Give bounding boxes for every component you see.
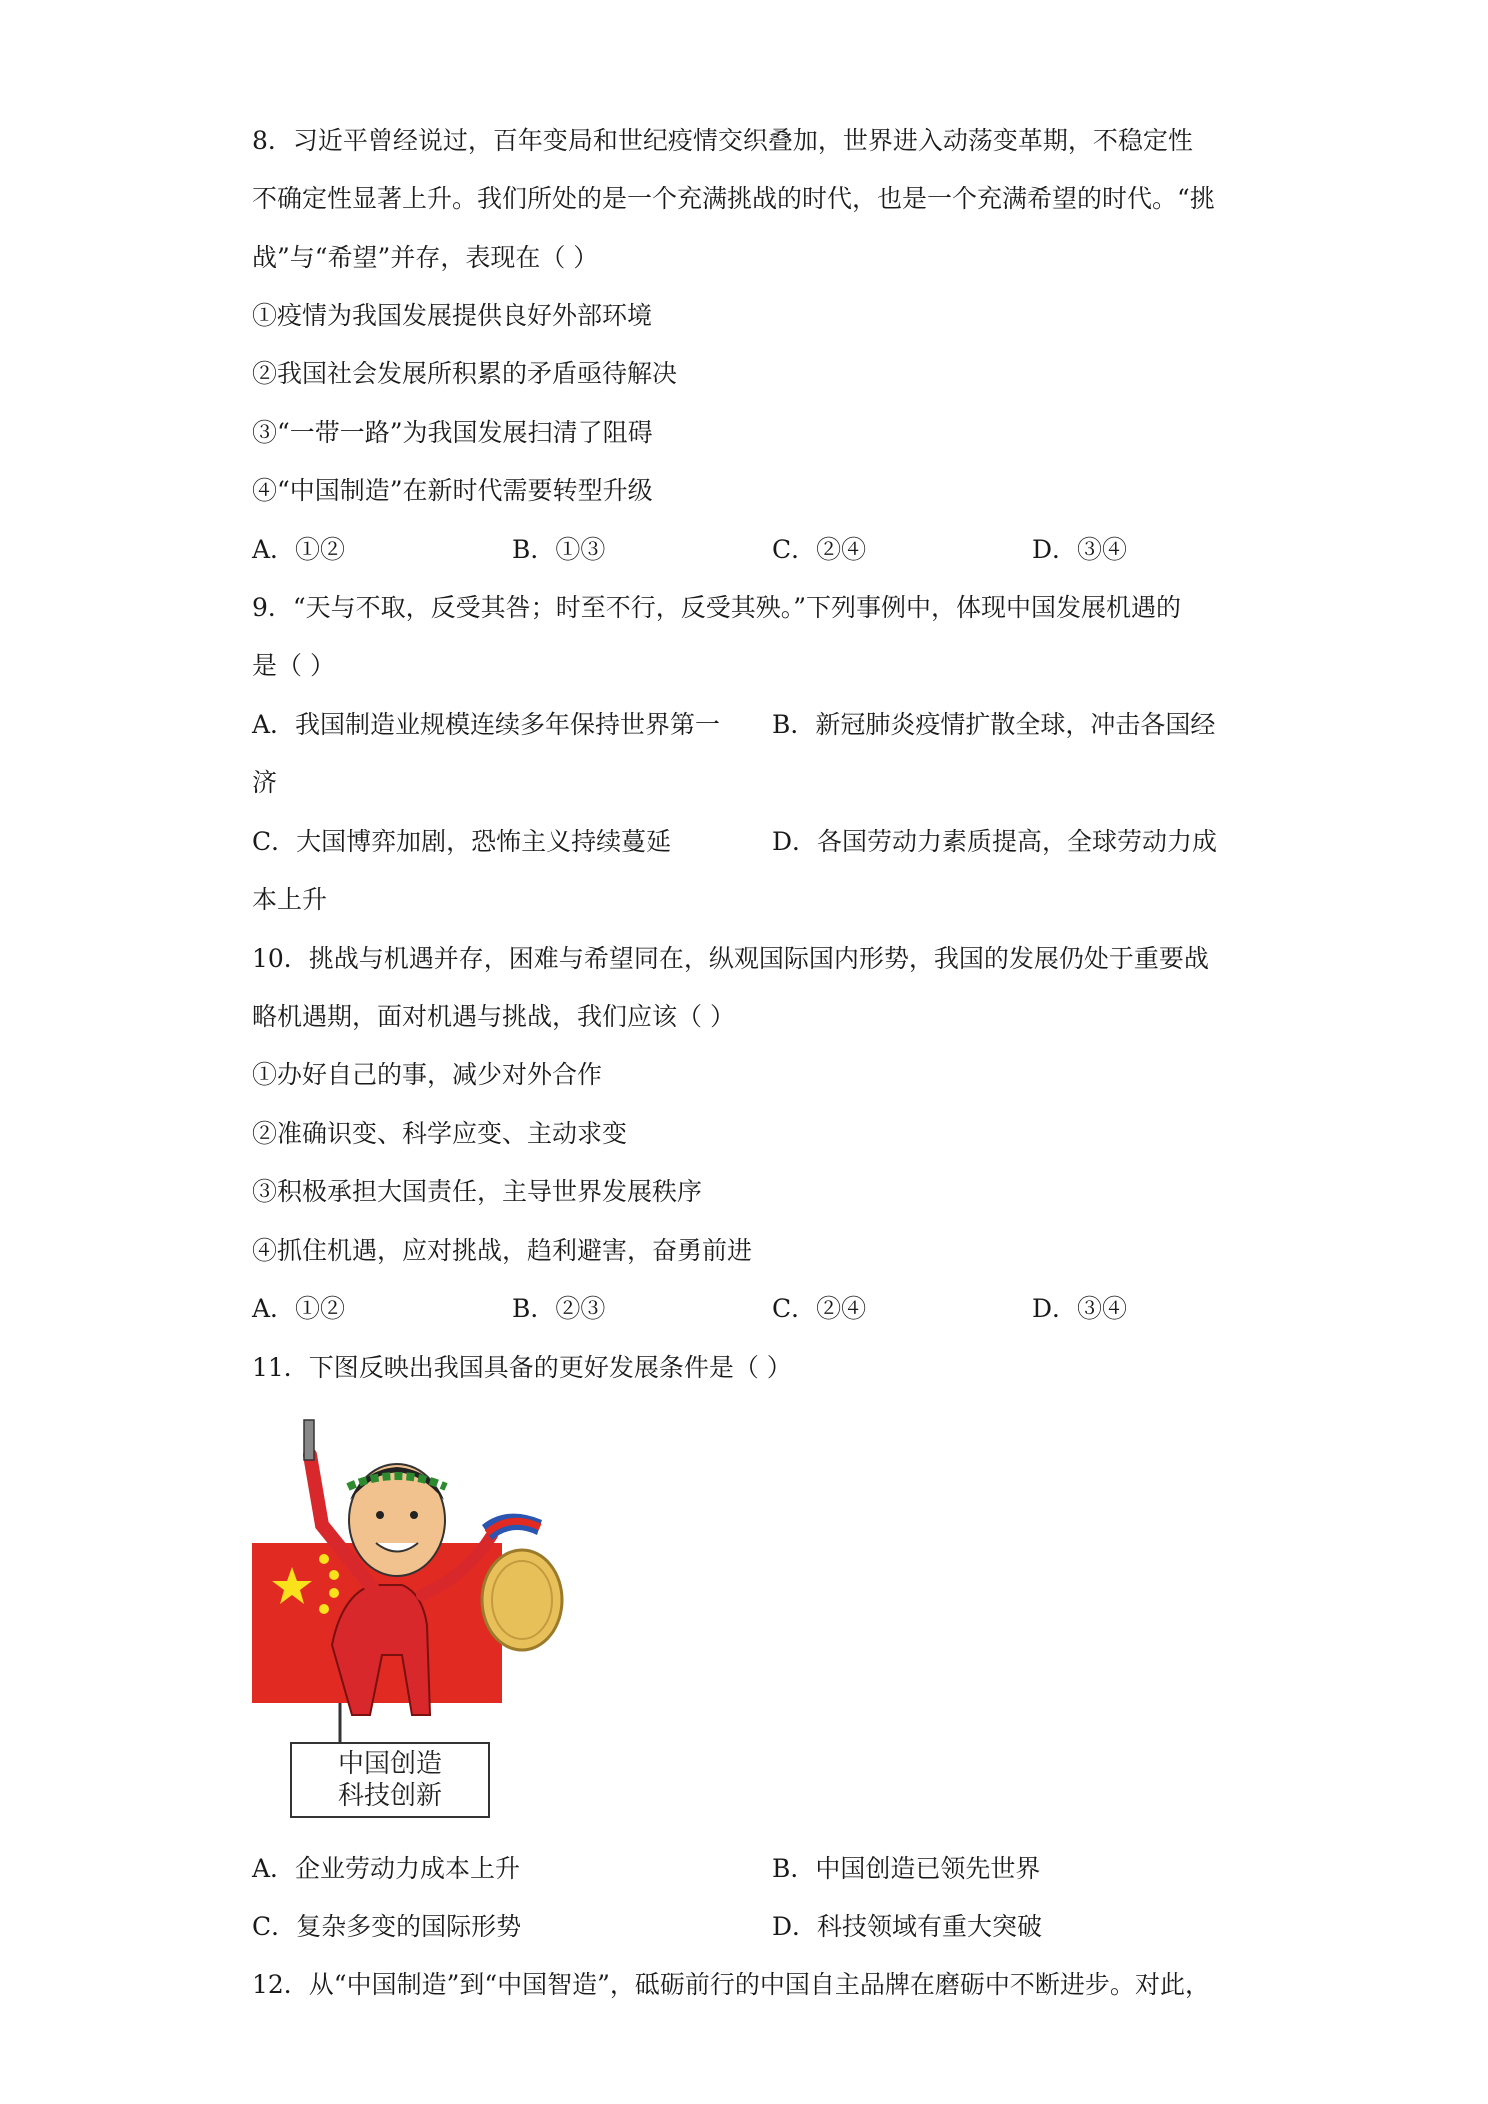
- eye: [410, 1511, 418, 1519]
- q9-option-d-wrap: 本上升: [252, 885, 328, 914]
- q10-option-c[interactable]: C．②④: [772, 1294, 867, 1323]
- q8-item-1: ①疫情为我国发展提供良好外部环境: [252, 301, 653, 330]
- q8-stem-line-2: 不确定性显著上升。我们所处的是一个充满挑战的时代，也是一个充满希望的时代。“挑: [252, 184, 1215, 213]
- flag-small-star: [319, 1604, 329, 1614]
- q9-stem-line-2: 是（ ）: [252, 651, 335, 680]
- q8-option-d[interactable]: D．③④: [1032, 535, 1128, 564]
- q10-option-d[interactable]: D．③④: [1032, 1294, 1128, 1323]
- q8-item-3: ③“一带一路”为我国发展扫清了阻碍: [252, 418, 653, 447]
- q9-stem-line-1: 9．“天与不取，反受其咎；时至不行，反受其殃。”下列事例中，体现中国发展机遇的: [252, 593, 1181, 622]
- eye: [376, 1511, 384, 1519]
- figure-sign-line-1: 中国创造: [337, 1749, 442, 1779]
- flag-small-star: [329, 1588, 339, 1598]
- flag-small-star: [319, 1554, 329, 1564]
- flag-small-star: [329, 1570, 339, 1580]
- q10-item-1: ①办好自己的事，减少对外合作: [252, 1060, 603, 1089]
- q10-stem-line-2: 略机遇期，面对机遇与挑战，我们应该（ ）: [252, 1002, 735, 1031]
- q8-option-b[interactable]: B．①③: [512, 535, 606, 564]
- q10-item-3: ③积极承担大国责任，主导世界发展秩序: [252, 1177, 703, 1206]
- figure-sign: [290, 1742, 490, 1818]
- q9-option-c[interactable]: C．大国博弈加剧，恐怖主义持续蔓延: [252, 827, 672, 856]
- q8-item-4: ④“中国制造”在新时代需要转型升级: [252, 476, 653, 505]
- q8-stem-line-1: 8．习近平曾经说过，百年变局和世纪疫情交织叠加，世界进入动荡变革期，不稳定性: [252, 126, 1193, 155]
- q8-option-c[interactable]: C．②④: [772, 535, 867, 564]
- q10-item-2: ②准确识变、科学应变、主动求变: [252, 1119, 628, 1148]
- q11-option-b[interactable]: B．中国创造已领先世界: [772, 1854, 1041, 1883]
- q10-option-a[interactable]: A．①②: [252, 1294, 346, 1323]
- cartoon-illustration: [252, 1415, 597, 1745]
- q9-option-b-wrap: 济: [252, 768, 278, 797]
- q10-stem-line-1: 10．挑战与机遇并存，困难与希望同在，纵观国际国内形势，我国的发展仍处于重要战: [252, 944, 1209, 973]
- q8-option-a[interactable]: A．①②: [252, 535, 346, 564]
- q10-item-4: ④抓住机遇，应对挑战，趋利避害，奋勇前进: [252, 1236, 753, 1265]
- q9-option-d[interactable]: D．各国劳动力素质提高，全球劳动力成: [772, 827, 1218, 856]
- q11-stem: 11．下图反映出我国具备的更好发展条件是（ ）: [252, 1353, 792, 1382]
- q9-option-b[interactable]: B．新冠肺炎疫情扩散全球，冲击各国经: [772, 710, 1216, 739]
- figure-sign-line-2: 科技创新: [337, 1781, 442, 1811]
- q12-stem: 12．从“中国制造”到“中国智造”，砥砺前行的中国自主品牌在磨砺中不断进步。对此，: [252, 1970, 1210, 1999]
- q9-option-a[interactable]: A．我国制造业规模连续多年保持世界第一: [252, 710, 721, 739]
- q8-item-2: ②我国社会发展所积累的矛盾亟待解决: [252, 359, 678, 388]
- q8-stem-line-3: 战”与“希望”并存，表现在（ ）: [252, 243, 599, 272]
- q11-option-a[interactable]: A．企业劳动力成本上升: [252, 1854, 521, 1883]
- q11-option-c[interactable]: C．复杂多变的国际形势: [252, 1912, 522, 1941]
- q10-option-b[interactable]: B．②③: [512, 1294, 606, 1323]
- gold-medal: [482, 1550, 562, 1650]
- torch: [304, 1420, 314, 1460]
- q11-option-d[interactable]: D．科技领域有重大突破: [772, 1912, 1043, 1941]
